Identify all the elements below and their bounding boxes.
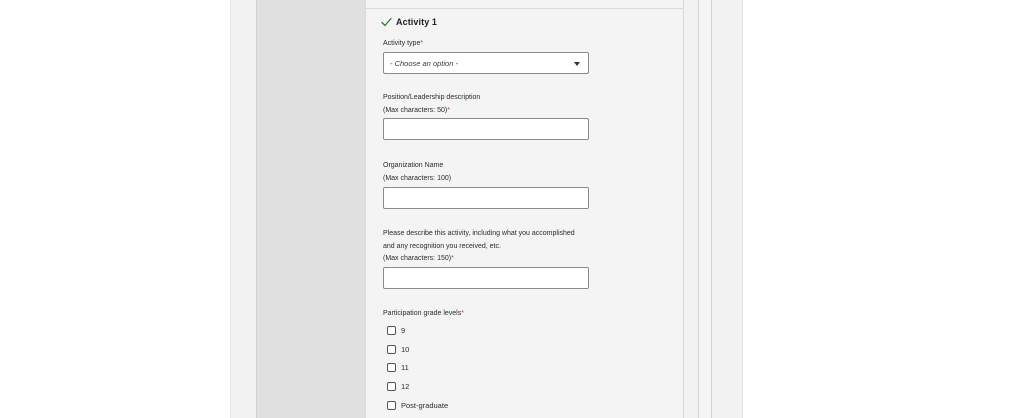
activity-title: Activity 1 bbox=[396, 17, 438, 27]
position-label: Position/Leadership description (Max characters: 50)* bbox=[383, 94, 481, 114]
activity-type-label: Activity type* bbox=[383, 40, 424, 47]
organization-label: Organization Name (Max characters: 100) bbox=[383, 162, 452, 182]
checkbox[interactable] bbox=[387, 326, 396, 335]
checkmark-icon bbox=[381, 17, 392, 27]
caret-down-icon bbox=[574, 62, 580, 66]
left-gutter bbox=[256, 0, 365, 418]
description-input[interactable] bbox=[383, 267, 589, 289]
organization-input[interactable] bbox=[383, 187, 589, 209]
checkbox[interactable] bbox=[387, 382, 396, 391]
activity-type-select[interactable] bbox=[383, 52, 589, 74]
divider bbox=[366, 8, 683, 9]
grade-option-12[interactable]: 12 bbox=[387, 382, 409, 391]
activity-form-panel bbox=[365, 0, 684, 418]
grade-option-11[interactable]: 11 bbox=[387, 363, 409, 372]
checkbox[interactable] bbox=[387, 345, 396, 354]
activity-type-selected-value: - Choose an option - bbox=[390, 59, 458, 68]
checkbox[interactable] bbox=[387, 363, 396, 372]
grade-option-9[interactable]: 9 bbox=[387, 326, 405, 335]
checkbox[interactable] bbox=[387, 401, 396, 410]
grade-option-post-graduate[interactable]: Post-graduate bbox=[387, 401, 448, 410]
description-label: Please describe this activity, including what you accomplished and any recognition you received, etc. (Max characters: 150)* bbox=[383, 230, 575, 262]
position-input[interactable] bbox=[383, 118, 589, 140]
activity-header[interactable] bbox=[381, 17, 437, 27]
grade-option-10[interactable]: 10 bbox=[387, 345, 409, 354]
grade-levels-label: Participation grade levels* bbox=[383, 310, 464, 317]
right-scroll-track[interactable] bbox=[698, 0, 712, 418]
